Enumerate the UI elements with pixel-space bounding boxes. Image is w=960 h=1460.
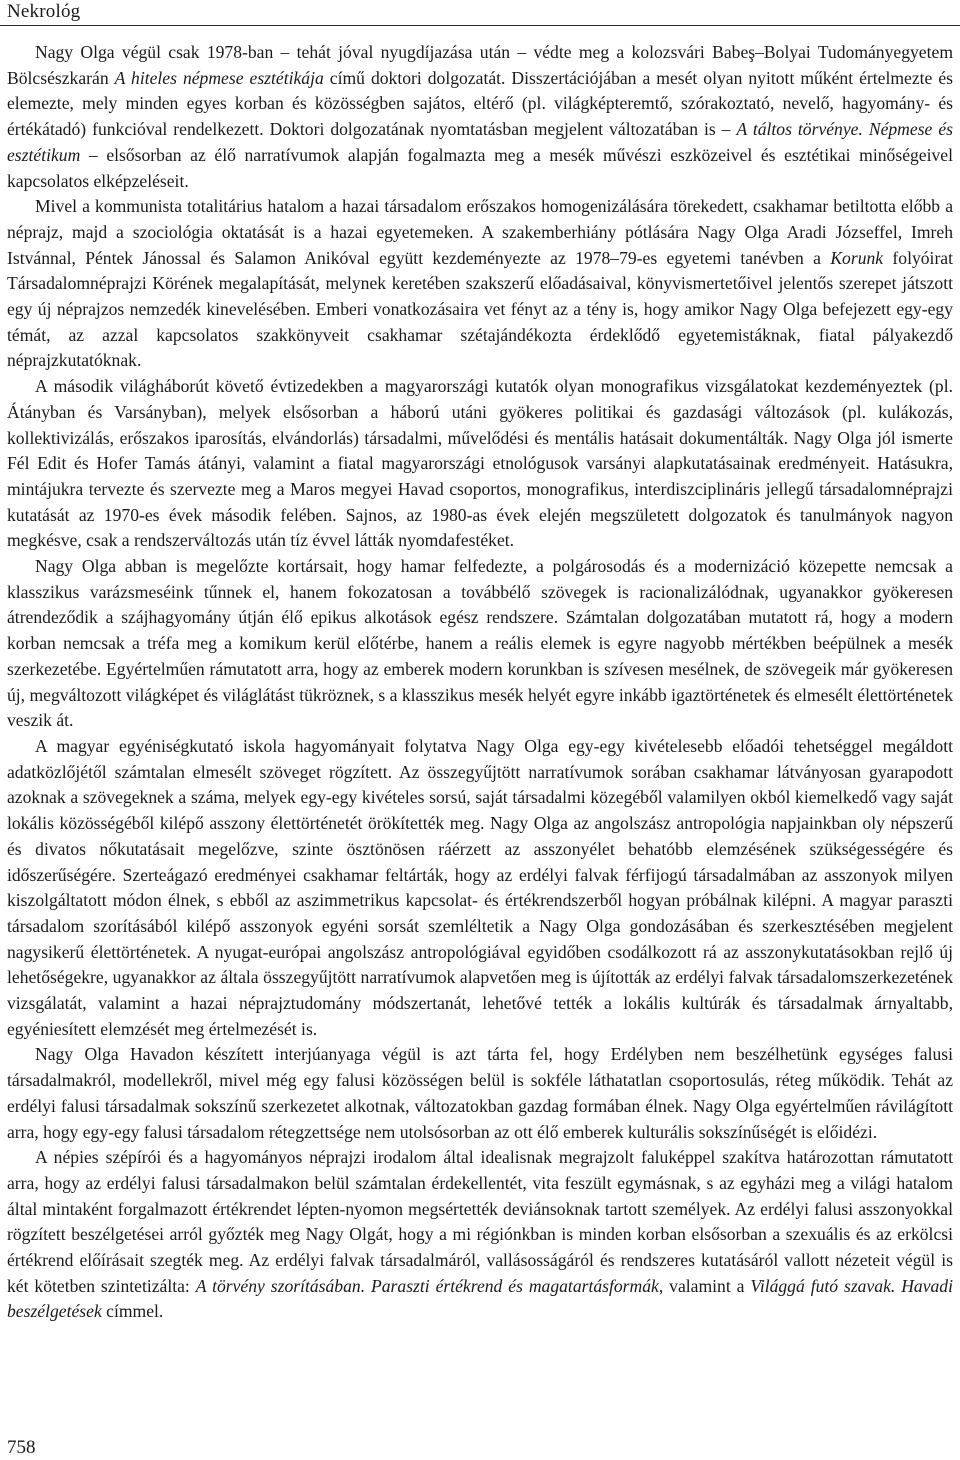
text-run: Nagy Olga abban is megelőzte kortársait, hogy hamar felfedezte, a polgárosodás és a modernizáció közepette nemcsak a klasszikus varázsmeséink tűnnek el, hanem fokozatosan a továbbélő szövegek is racionalizálódnak, ugyanakkor gyökeresen átrendeződik a szájhagyomány útján élő epikus alkotások egész rendszere. Számtalan dolgozatában mutatott rá, hogy a modern korban nemcsak a tréfa meg a komikum kerül előtérbe, hanem a reális elemek is egyre nagyobb mértékben beépülnek a mesék szerkezetébe. Egyértelműen rámutatott arra, hogy az emberek modern korunkban is szívesen mesélnek, de szövegeik már gyökeresen új, megváltozott világképet és világlátást tükröznek, s a klasszikus mesék helyét egyre inkább igaztörténetek és elmesélt élettörténetek veszik át. [7,556,953,731]
italic-title-run: A táltos törvénye. [736,119,863,140]
paragraph [7,734,953,1042]
text-run: folyóirat Társadalomnéprajzi Körének megalapítását, melynek keretében szakszerű előadásaival, könyvismertetőivel jelentős szerepet játszott egy új néprajzos nemzedék kinevelésében. Emberi vonatkozásaira vet fényt az a tény is, hogy amikor Nagy Olga befejezett egy-egy témát, az azzal kapcsolatos szakkönyveit csakhamar szétajándékozta érdeklődő egyetemistáknak, fiatal pályakezdő néprajzkutatóknak. [7,247,954,371]
paragraph [7,194,953,374]
italic-title-run: Korunk [830,247,884,268]
text-run: Nagy Olga Havadon készített interjúanyaga végül is azt tárta fel, hogy Erdélyben nem beszélhetünk egységes falusi társadalmakról, modellekről, mivel még egy falusi közösségen belül is sokféle láthatatlan csoportosulás, réteg működik. Tehát az erdélyi falusi társadalmak sokszínű szerkezetet alkotnak, változatokban gazdag formában élnek. Nagy Olga egyértelműen rávilágított arra, hogy egy-egy falusi társadalom rétegzettsége nem utolsósorban az ott élő emberek kulturális sokszínűségét is előidézi. [7,1044,953,1142]
text-run: , valamint a [658,1275,751,1296]
paragraph [7,1042,953,1145]
text-run: A magyar egyéniségkutató iskola hagyományait folytatva Nagy Olga egy-egy kivételesebb előadói tehetséggel megáldott adatközlőjétől számtalan elmesélt szöveget rögzített. Az összegyűjtött narratívumok sorában csakhamar látványosan gyarapodott azoknak a szövegeknek a száma, melyek egy-egy kivételes sorsú, saját társadalmi közegéből valamilyen okból kiemelkedő vagy saját lokális közösségéből kilépő asszony élettörténetét örökítették meg. Nagy Olga az angolszász antropológia napjainkban oly népszerű és divatos nőkutatásait megelőzve, szinte ösztönösen ráérzett az asszonyélet behatóbb elemzésének szükségességére és időszerűségére. Szerteágazó eredményei csakhamar feltárták, hogy az erdélyi falvak férfijogú társadalmában az asszonyok milyen kiszolgáltatott módon élnek, s ebből az aszimmetrikus kapcsolat- és értékrendszerből hogyan próbálnak kilépni. A magyar paraszti társadalom szorításából kilépő asszonyok egyéni sorsát szemléltetik a Nagy Olga gondozásában és szerkesztésében megjelent nagysikerű élettörténetek. A nyugat-európai angolszász antropológiával egyidőben csodálkozott rá az asszonykutatásokban rejlő új lehetőségekre, ugyanakkor az általa összegyűjtött narratívumok alapvetően meg is újították az erdélyi falvak társadalomszerkezetének vizsgálatát, valamint a hazai néprajztudomány módszertanát, lehetővé tették a lokális kultúrák és társadalmak árnyaltabb, egyéniesített elemzését meg értelmezését is. [7,735,953,1039]
section-title: Nekrológ [7,1,81,22]
text-run: A második világháborút követő évtizedekben a magyarországi kutatók olyan monografikus vizsgálatokat kezdeményeztek (pl. Átányban és Varsányban), melyek elsősorban a háború utáni gyökeres politikai és gazdasági változások (pl. kulákozás, kollektivizálás, erőszakos iparosítás, elvándorlás) társadalmi, művelődési és mentális hatásait dokumentálták. Nagy Olga jól ismerte Fél Edit és Hofer Tamás átányi, valamint a fiatal magyarországi etnológusok varsányi alapkutatásainak eredményeit. Hatásukra, mintájukra tervezte és szervezte meg a Maros megyei Havad csoportos, monografikus, interdiszciplináris jellegű társadalomnéprajzi kutatását az 1970-es évek második felében. Sajnos, az 1980-as évek elején megszületett dolgozatok és tanulmányok nagyon megkésve, csak a rendszerváltozás után tíz évvel látták nyomdafestéket. [7,376,953,551]
text-run: című doktori dolgozatát. Disszertációjában a mesét olyan nyitott műként értelmezte és elemezte, mely minden egyes korban és közösségben sajátos, eltérő (pl. világképteremtő, szórakoztató, nevelő, hagyomány- és értékátadó) funkcióval rendelkezett. Doktori dolgozatának nyomtatásban megjelent változatában is – [7,67,953,140]
paragraph [7,40,953,194]
paragraph [7,374,953,554]
header-divider [0,25,960,26]
italic-title-run: Népmese és esztétikum [7,119,953,165]
paragraph [7,554,953,734]
italic-title-run: A hiteles népmese esztétikája [114,67,324,88]
page-number: 758 [7,1437,36,1458]
text-run: – elsősorban az élő narratívumok alapján fogalmazta meg a mesék művészi eszközeivel és esztétikai minőségeivel kapcsolatos elképzeléseit. [7,144,953,191]
article-body [7,40,953,1325]
text-run: A népies szépírói és a hagyományos néprajzi irodalom által idealisnak megrajzolt faluképpel szakítva határozottan rámutatott arra, hogy az erdélyi falusi társadalmakon belül számtalan érdekellentét, vita feszült egymásnak, s az egyházi meg a világi hatalom által mintaként forgalmazott értékrendet lépten-nyomon megsértették deviánsoknak tartott személyek. Az erdélyi falusi asszonyokkal rögzített beszélgetései arról győzték meg Nagy Olgát, hogy a mi régiónkban is minden korban elsősorban a szexuális és az erkölcsi értékrend előírásait szegték meg. Az erdélyi falvak társadalmáról, vallásosságáról és rendszeres kutatásáról vallott nézeteit végül is két kötetben szintetizálta: [7,1147,953,1296]
text-run: Nagy Olga végül csak 1978-ban – tehát jóval nyugdíjazása után – védte meg a kolozsvári Babeş–Bolyai Tudományegyetem Bölcsészkarán [7,42,953,88]
italic-title-run: A törvény szorításában. Paraszti értékrend és magatartásformák [195,1275,659,1296]
text-run: Mivel a kommunista totalitárius hatalom a hazai társadalom erőszakos homogenizálására törekedett, csakhamar betiltotta előbb a néprajz, majd a szociológia oktatását is a hazai egyetemeken. A szakemberhiány pótlására Nagy Olga Aradi Józseffel, Imreh Istvánnal, Péntek Jánossal és Salamon Anikóval együtt kezdeményezte az 1978–79-es egyetemi tanévben a [7,196,953,268]
italic-title-run: Világgá futó szavak. Havadi beszélgetések [7,1275,953,1322]
text-run: címmel. [101,1301,164,1322]
paragraph [7,1145,953,1325]
